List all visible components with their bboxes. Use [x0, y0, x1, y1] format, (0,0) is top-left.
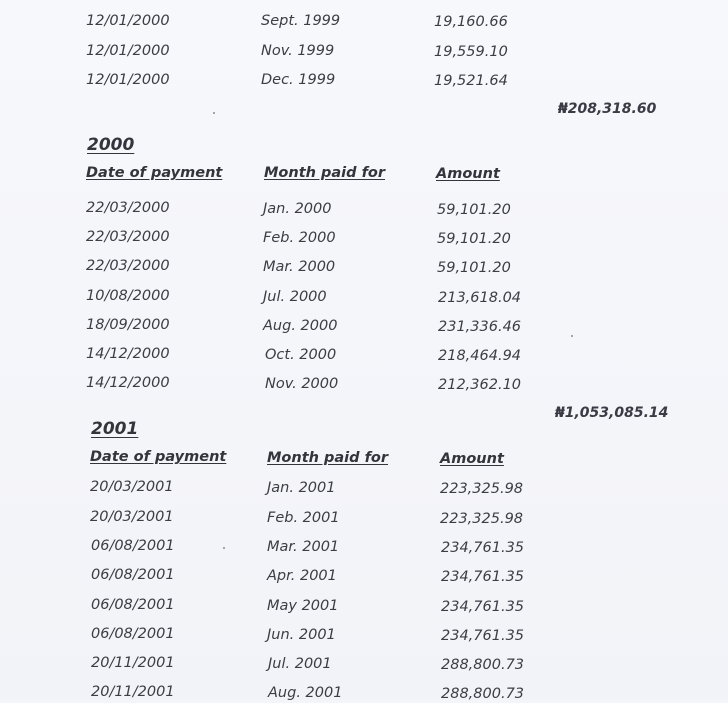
scan-speck	[571, 335, 573, 337]
total-2000: ₦1,053,085.14	[555, 405, 669, 421]
amount-cell: 288,800.73	[441, 686, 525, 702]
date-cell: 12/01/2000	[86, 43, 170, 59]
amount-cell: 19,559.10	[434, 44, 508, 60]
month-cell: Nov. 1999	[261, 43, 335, 59]
month-cell: Aug. 2001	[268, 685, 343, 701]
month-cell: Jan. 2001	[267, 480, 336, 496]
amount-cell: 223,325.98	[440, 481, 524, 497]
column-header-date: Date of payment	[86, 165, 223, 181]
month-cell: Apr. 2001	[267, 568, 337, 584]
amount-cell: 218,464.94	[438, 348, 522, 364]
total-1999: ₦208,318.60	[558, 101, 657, 117]
amount-cell: 19,521.64	[434, 73, 508, 89]
date-cell: 20/11/2001	[91, 684, 175, 700]
amount-cell: 212,362.10	[438, 377, 522, 393]
month-cell: Feb. 2001	[267, 510, 340, 526]
date-cell: 22/03/2000	[86, 258, 170, 274]
date-cell: 20/11/2001	[91, 655, 175, 671]
date-cell: 10/08/2000	[86, 288, 170, 304]
date-cell: 06/08/2001	[91, 538, 175, 554]
month-cell: Jul. 2001	[268, 656, 332, 672]
year-heading-2001: 2001	[91, 419, 139, 439]
month-cell: May 2001	[267, 598, 339, 614]
date-cell: 22/03/2000	[86, 200, 170, 216]
year-heading-2000: 2000	[87, 135, 135, 155]
column-header-month: Month paid for	[264, 165, 385, 181]
date-cell: 12/01/2000	[86, 13, 170, 29]
date-cell: 06/08/2001	[91, 567, 175, 583]
date-cell: 14/12/2000	[86, 346, 170, 362]
month-cell: Dec. 1999	[261, 72, 336, 88]
amount-cell: 288,800.73	[441, 657, 525, 673]
month-cell: Mar. 2000	[263, 259, 336, 275]
column-header-amount: Amount	[436, 166, 500, 182]
date-cell: 22/03/2000	[86, 229, 170, 245]
date-cell: 14/12/2000	[86, 375, 170, 391]
month-cell: Sept. 1999	[261, 13, 341, 29]
date-cell: 06/08/2001	[91, 597, 175, 613]
date-cell: 20/03/2001	[90, 479, 174, 495]
amount-cell: 223,325.98	[440, 511, 524, 527]
month-cell: Oct. 2000	[265, 347, 337, 363]
month-cell: Jan. 2000	[263, 201, 332, 217]
date-cell: 12/01/2000	[86, 72, 170, 88]
amount-cell: 234,761.35	[441, 540, 525, 556]
column-header-date: Date of payment	[90, 449, 227, 465]
amount-cell: 234,761.35	[441, 599, 525, 615]
scan-speck	[223, 547, 225, 549]
month-cell: Jun. 2001	[267, 627, 336, 643]
amount-cell: 234,761.35	[441, 628, 525, 644]
month-cell: Mar. 2001	[267, 539, 340, 555]
amount-cell: 213,618.04	[438, 290, 522, 306]
amount-cell: 234,761.35	[441, 569, 525, 585]
amount-cell: 59,101.20	[437, 231, 511, 247]
amount-cell: 19,160.66	[434, 14, 508, 30]
date-cell: 20/03/2001	[90, 509, 174, 525]
date-cell: 06/08/2001	[91, 626, 175, 642]
month-cell: Aug. 2000	[263, 318, 338, 334]
amount-cell: 231,336.46	[438, 319, 522, 335]
amount-cell: 59,101.20	[437, 202, 511, 218]
month-cell: Nov. 2000	[265, 376, 339, 392]
column-header-month: Month paid for	[267, 450, 388, 466]
column-header-amount: Amount	[440, 451, 504, 467]
month-cell: Jul. 2000	[263, 289, 327, 305]
scan-speck	[213, 112, 215, 114]
date-cell: 18/09/2000	[86, 317, 170, 333]
amount-cell: 59,101.20	[437, 260, 511, 276]
month-cell: Feb. 2000	[263, 230, 336, 246]
